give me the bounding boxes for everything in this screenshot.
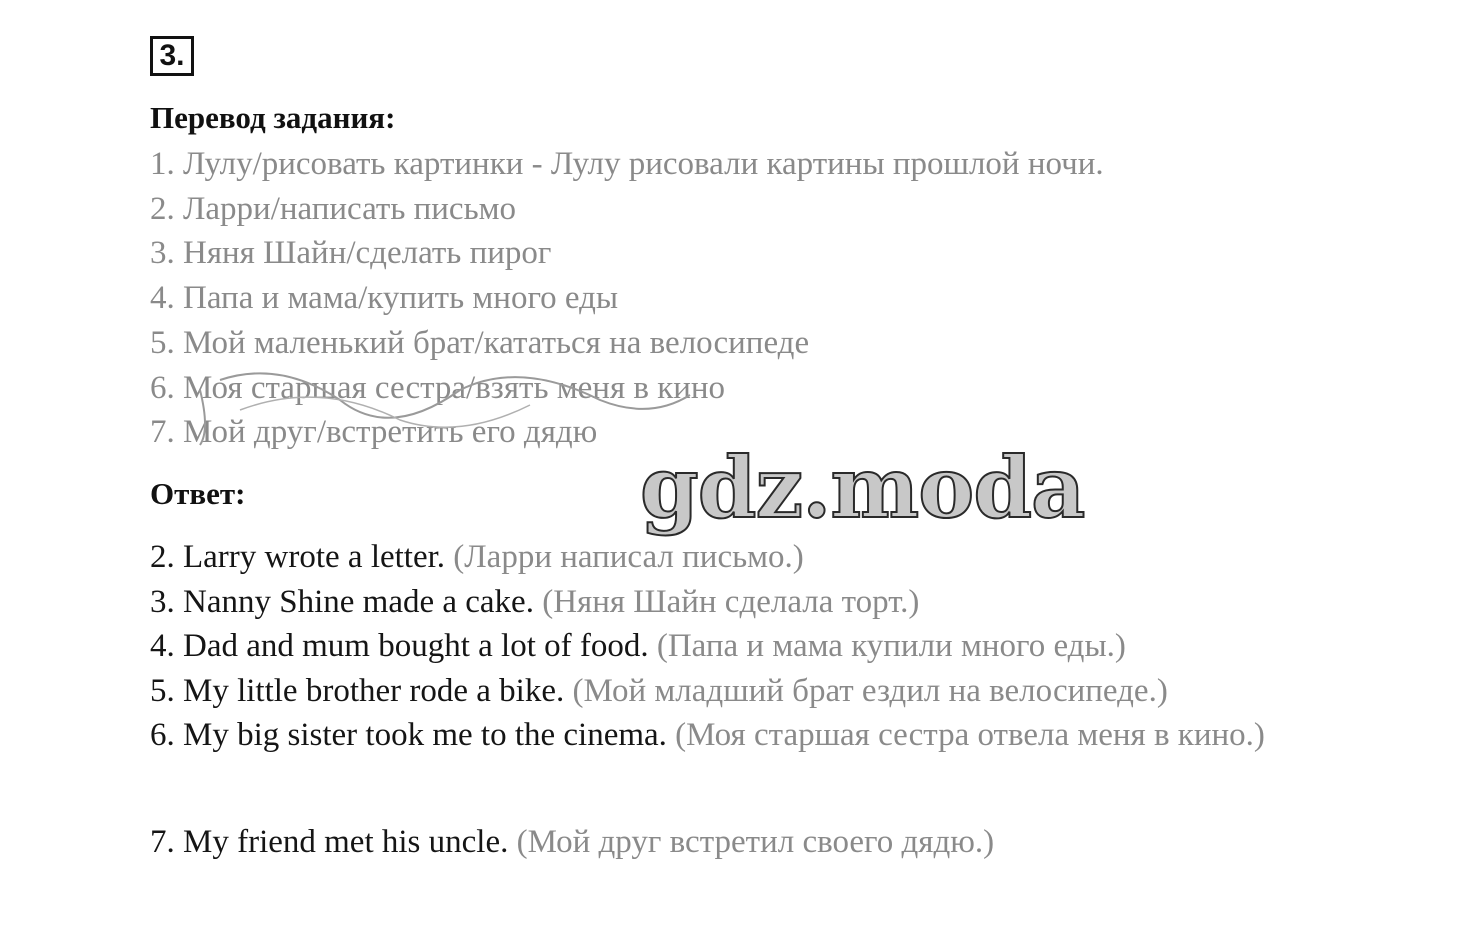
task-item: 6. Моя старшая сестра/взять меня в кино [150, 369, 726, 406]
answer-english: 3. Nanny Shine made a cake. [150, 584, 534, 620]
answer-english: 7. My friend met his uncle. [150, 824, 509, 860]
task-item: 5. Мой маленький брат/кататься на велосипеде [150, 324, 810, 361]
task-item: 7. Мой друг/встретить его дядю [150, 414, 598, 451]
task-item: 3. Няня Шайн/сделать пирог [150, 235, 552, 272]
answer-line [150, 669, 1360, 713]
exercise-number: 3. [150, 36, 194, 76]
answer-translation: (Моя старшая сестра отвела меня в кино.) [666, 717, 1265, 753]
answer-line [150, 535, 1360, 579]
answer-english: 4. Dad and mum bought a lot of food. [150, 628, 649, 664]
answer-translation: (Папа и мама купили много еды.) [648, 628, 1126, 664]
answer-translation: (Мой младший брат ездил на велосипеде.) [564, 673, 1168, 709]
answer-line [150, 580, 1360, 624]
answer-line [150, 820, 1360, 864]
answer-translation: (Няня Шайн сделала торт.) [533, 584, 920, 620]
answer-translation: (Ларри написал письмо.) [445, 539, 804, 575]
answer-line [150, 624, 1360, 668]
answer-english: 6. My big sister took me to the cinema. [150, 717, 667, 753]
task-item: 1. Лулу/рисовать картинки - Лулу рисовали картины прошлой ночи. [150, 146, 1104, 182]
task-item: 4. Папа и мама/купить много еды [150, 280, 619, 317]
answer-translation: (Мой друг встретил своего дядю.) [508, 824, 995, 860]
watermark-logo: gdz.moda [640, 438, 1085, 537]
watermark-scribble [180, 360, 720, 450]
task-heading: Перевод задания: [150, 100, 396, 135]
answer-line [150, 713, 1360, 757]
task-item: 2. Ларри/написать письмо [150, 190, 517, 227]
answer-heading: Ответ: [150, 476, 246, 511]
answer-english: 2. Larry wrote a letter. [150, 539, 446, 575]
answer-english: 5. My little brother rode a bike. [150, 673, 565, 709]
